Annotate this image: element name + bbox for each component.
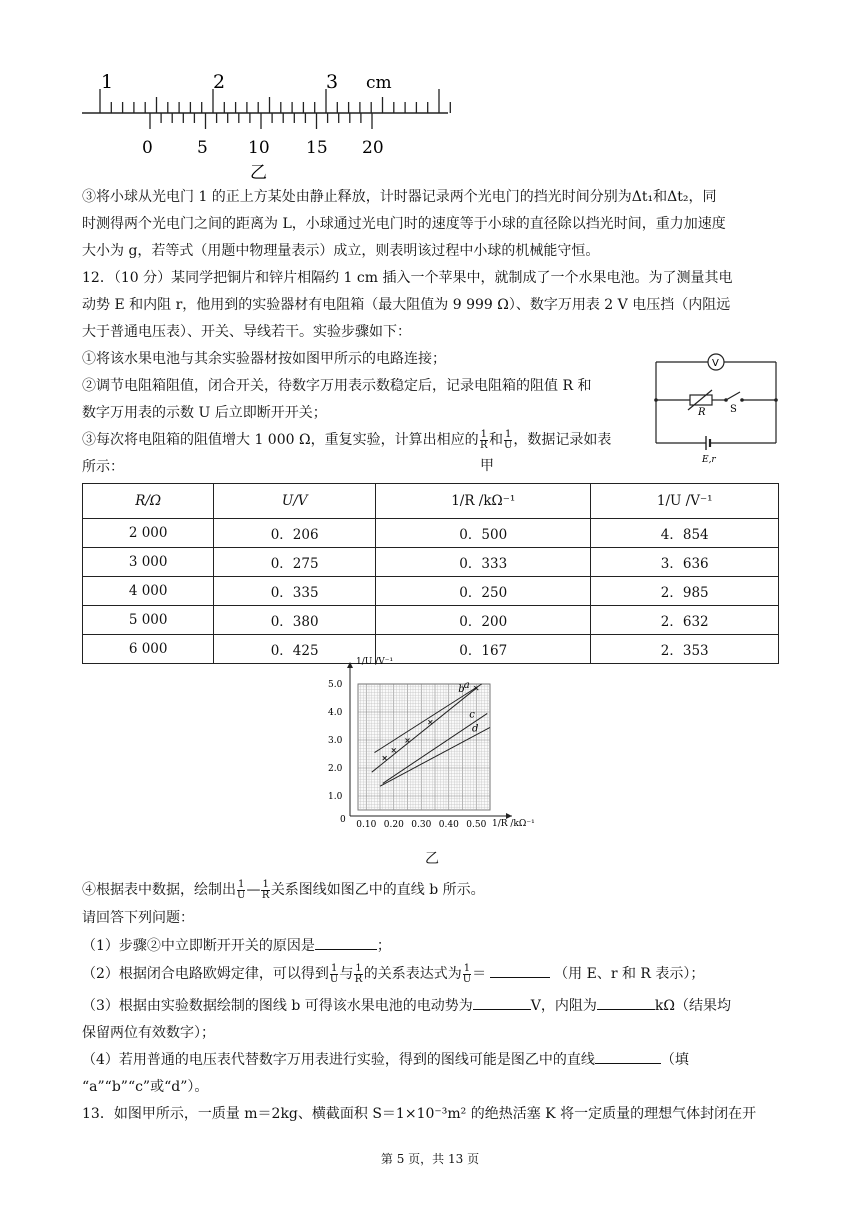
resistor-label: R: [698, 407, 706, 418]
y-tick-label: 2.0: [328, 764, 343, 774]
answer-blank-3a[interactable]: [473, 995, 531, 1010]
graph-origin: 0: [340, 815, 346, 825]
question-4-cont: “a”“b”“c”或“d”）。: [82, 1079, 209, 1095]
cell: 0．335: [214, 577, 376, 606]
series-label-a: a: [463, 680, 470, 691]
voltmeter-label: V: [712, 358, 719, 369]
cell: 0．380: [214, 606, 376, 635]
cell: 0．250: [376, 577, 591, 606]
y-tick-label: 5.0: [328, 680, 343, 690]
fraction-1-over-U: $\frac{1}{U}$: [237, 878, 246, 901]
graph-1U-vs-1R: [320, 650, 540, 840]
question-4: （4）若用普通的电压表代替数字万用表进行实验，得到的图线可能是图乙中的直线 （填: [82, 1048, 782, 1072]
cell: 5 000: [83, 606, 214, 635]
x-tick-label: 0.20: [383, 820, 404, 830]
graph-ylabel: 1/U /V⁻¹: [356, 657, 394, 667]
q11-step3-line2: 时测得两个光电门之间的距离为 L，小球通过光电门时的速度等于小球的直径除以挡光时间，重力加速度: [82, 216, 726, 232]
answer-blank-4[interactable]: [595, 1049, 661, 1064]
table-header-row: [83, 484, 779, 519]
ruler-caption: 乙: [250, 163, 267, 180]
main-label-2: 2: [213, 71, 226, 93]
cell: 0．206: [214, 519, 376, 548]
fraction-1-over-U: $\frac{1}{U}$: [462, 962, 472, 985]
cell: 2．353: [591, 635, 779, 664]
y-tick-label: 1.0: [328, 792, 343, 802]
answer-blank-1[interactable]: [315, 935, 377, 950]
circuit-diagram: [650, 348, 782, 476]
header-U: U/V: [214, 484, 376, 519]
vernier-label-15: 15: [306, 138, 328, 158]
cell: 6 000: [83, 635, 214, 664]
cell: 0．200: [376, 606, 591, 635]
cell: 0．500: [376, 519, 591, 548]
vernier-label-0: 0: [142, 138, 153, 158]
fraction-1-over-R: $\frac{1}{R}$: [480, 428, 488, 451]
main-label-1: 1: [101, 71, 114, 93]
cell: 2．985: [591, 577, 779, 606]
graph-grid: [358, 684, 490, 810]
data-table: [82, 483, 779, 664]
fraction-1-over-R: $\frac{1}{R}$: [354, 962, 363, 985]
cell: 0．275: [214, 548, 376, 577]
circuit-caption: 甲: [480, 458, 494, 474]
answer-blank-2[interactable]: [490, 963, 550, 978]
answer-blank-3b[interactable]: [597, 995, 655, 1010]
question-3: （3）根据由实验数据绘制的图线 b 可得该水果电池的电动势为 V，内阻为 kΩ（结果均: [82, 994, 782, 1018]
q12-step4: ④根据表中数据，绘制出 $\frac{1}{U}$ — $\frac{1}{R}$ 关系图线如图乙中的直线 b 所示。: [82, 878, 485, 901]
series-label-c: c: [469, 709, 475, 721]
cell: 4 000: [83, 577, 214, 606]
y-tick-label: 4.0: [328, 708, 343, 718]
x-tick-label: 0.50: [466, 820, 487, 830]
questions-intro: 请回答下列问题：: [82, 910, 194, 926]
main-scale: [82, 89, 450, 129]
series-label-d: d: [472, 723, 479, 735]
q12-intro-line1: 12．（10 分）某同学把铜片和锌片相隔约 1 cm 插入一个苹果中，就制成了一个水果电池。为了测量其电: [82, 270, 733, 286]
vernier-caliper-figure: [80, 68, 460, 180]
q12-step2a: ②调节电阻箱阻值，闭合开关，待数字万用表示数稳定后，记录电阻箱的阻值 R 和: [82, 378, 592, 394]
table-row: [83, 548, 779, 577]
cell: 3 000: [83, 548, 214, 577]
q11-step3-line3: 大小为 g，若等式（用题中物理量表示）成立，则表明该过程中小球的机械能守恒。: [82, 243, 600, 259]
cell: 0．333: [376, 548, 591, 577]
y-axis-arrow: [347, 662, 353, 668]
question-1: （1）步骤②中立即断开开关的原因是 ；: [82, 934, 782, 958]
table-row: [83, 519, 779, 548]
x-tick-label: 0.30: [411, 820, 432, 830]
cell: 2．632: [591, 606, 779, 635]
switch-label: S: [730, 404, 737, 415]
x-tick-label: 0.40: [438, 820, 459, 830]
cell: 0．167: [376, 635, 591, 664]
unit-label: cm: [366, 73, 392, 93]
q12-step3: ③每次将电阻箱的阻值增大 1 000 Ω，重复实验，计算出相应的 $\frac{1}{R}$ 和 $\frac{1}{U}$ ，数据记录如表: [82, 428, 612, 451]
vernier-label-5: 5: [197, 138, 208, 158]
vernier-label-10: 10: [248, 138, 270, 158]
question-2: （2）根据闭合电路欧姆定律，可以得到 $\frac{1}{U}$ 与 $\frac{1}{R}$ 的关系表达式为 $\frac{1}{U}$ ＝ （用 E、r 和 R 表示）；: [82, 962, 705, 985]
fraction-1-over-R: $\frac{1}{R}$: [261, 878, 270, 901]
header-inv-U: 1/U /V⁻¹: [591, 484, 779, 519]
cell: 3．636: [591, 548, 779, 577]
page-footer: 第 5 页，共 13 页: [380, 1152, 480, 1166]
series-label-b: b: [458, 684, 465, 696]
graph-caption: 乙: [425, 851, 439, 867]
header-R: R/Ω: [83, 484, 214, 519]
q13-intro: 13．如图甲所示，一质量 m＝2kg、横截面积 S＝1×10⁻³m² 的绝热活塞 K 将一定质量的理想气体封闭在开: [82, 1106, 757, 1122]
header-inv-R: 1/R /kΩ⁻¹: [376, 484, 591, 519]
cell: 4．854: [591, 519, 779, 548]
cell: 0．425: [214, 635, 376, 664]
fraction-1-over-U: $\frac{1}{U}$: [503, 428, 513, 451]
q11-step3-line1: ③将小球从光电门 1 的正上方某处由静止释放，计时器记录两个光电门的挡光时间分别为Δt₁和Δt₂，同: [82, 189, 717, 205]
graph-xlabel: 1/R /kΩ⁻¹: [492, 819, 535, 829]
q12-step3c: 所示：: [82, 459, 124, 475]
cell: 2 000: [83, 519, 214, 548]
table-row: [83, 606, 779, 635]
q12-step2b: 数字万用表的示数 U 后立即断开开关；: [82, 405, 327, 421]
q12-intro-line3: 大于普通电压表）、开关、导线若干。实验步骤如下：: [82, 324, 411, 340]
x-tick-label: 0.10: [356, 820, 377, 830]
fraction-1-over-U: $\frac{1}{U}$: [329, 962, 339, 985]
main-label-3: 3: [326, 71, 339, 93]
vernier-label-20: 20: [362, 138, 384, 158]
question-3-cont: 保留两位有效数字）；: [82, 1025, 215, 1041]
y-tick-label: 3.0: [328, 736, 343, 746]
q12-intro-line2: 动势 E 和内阻 r，他用到的实验器材有电阻箱（最大阻值为 9 999 Ω）、数字万用表 2 V 电压挡（内阻远: [82, 297, 731, 313]
table-row: [83, 577, 779, 606]
q12-step1: ①将该水果电池与其余实验器材按如图甲所示的电路连接；: [82, 351, 446, 367]
battery-label: E,r: [702, 455, 716, 465]
